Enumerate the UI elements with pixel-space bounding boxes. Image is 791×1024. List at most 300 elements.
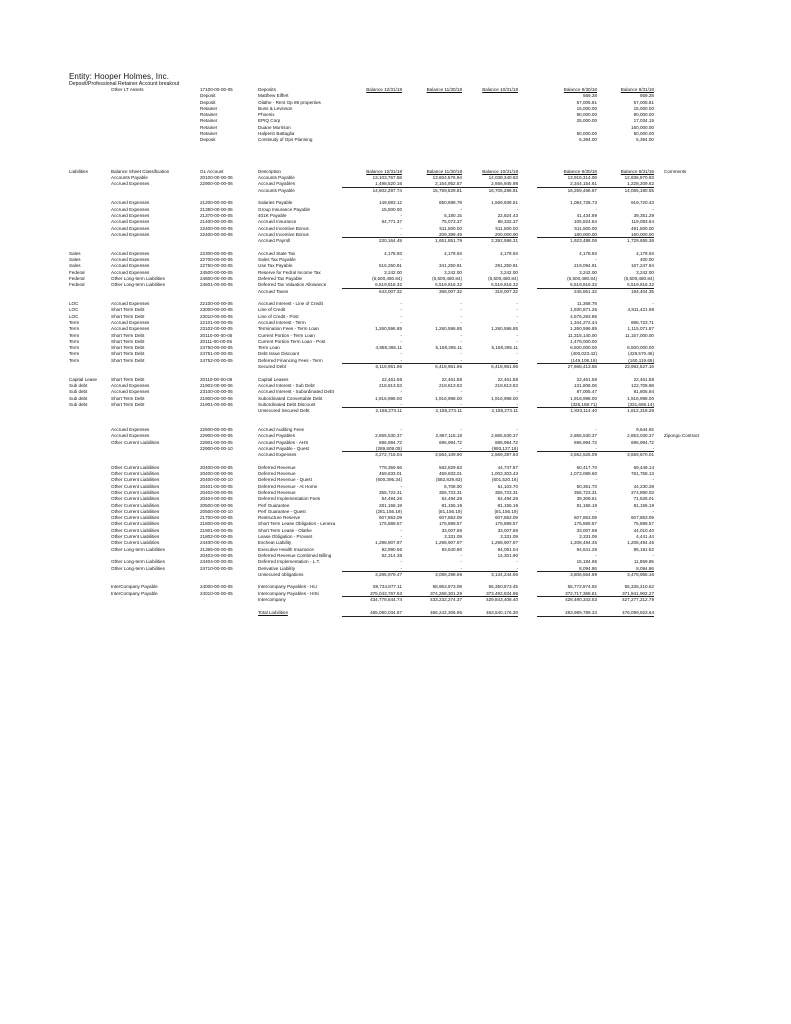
balance-dec-cell: - (342, 358, 402, 365)
balance-aug-cell: 374,890.03 (631, 490, 654, 495)
balance-aug-cell: 50,000.00 (633, 131, 654, 137)
balance-oct-cell: 175,889.57 (495, 521, 518, 527)
gl-account-cell: 20400-00-00-05 (200, 464, 233, 470)
description-cell: Phoenix (258, 112, 275, 118)
balance-oct-cell: - (516, 427, 518, 433)
gl-account-cell: 20400-00-00-10 (200, 477, 233, 483)
gl-account-cell: 21902-00-00-06 (200, 382, 233, 388)
section-cell: LOC (69, 307, 79, 313)
balance-sep-cell: 57,005.81 (576, 99, 597, 105)
balance-oct-cell: 6,418,961.96 (491, 364, 518, 370)
classification-cell: Other Current Liabilities (111, 439, 160, 445)
classification-cell: Short Term Debt (111, 376, 145, 382)
balance-oct-cell: 22,461.58 (497, 376, 518, 382)
gl-account-cell: 24601-00-00-05 (200, 282, 233, 288)
balance-dec-cell: 3,272,716.04 (375, 452, 402, 458)
balance-dec-cell: - (400, 389, 402, 395)
balance-aug-cell: 44,230.38 (633, 483, 654, 489)
gl-account-cell: Retainer (200, 124, 218, 130)
balance-dec-cell: 1,298,907.97 (375, 540, 402, 546)
classification-cell: Accrued Expenses (111, 206, 150, 212)
section-cell: Term (69, 345, 80, 351)
balance-sep-cell: 94,641.28 (576, 546, 597, 552)
balance-oct-cell: - (458, 402, 518, 409)
balance-dec-cell: 92,990.56 (381, 546, 402, 552)
description-cell: Salaries Payable (258, 200, 293, 206)
balance-nov-cell: 582,829.83 (439, 464, 462, 470)
balance-dec-cell: - (400, 559, 402, 565)
balance-sep-cell: 1,208,494.45 (570, 540, 597, 546)
classification-cell: Other Current Liabilities (111, 490, 160, 495)
description-cell: Use Tax Payable (258, 263, 293, 269)
balance-oct-cell: 44,747.87 (497, 464, 518, 470)
balance-nov-cell: 1,916,998.00 (435, 395, 462, 401)
description-cell: Matthew Eiffert (258, 93, 289, 99)
description-cell: Subordinated Convertable Debt (258, 395, 323, 401)
gl-account-cell: 22901-00-00-05 (200, 439, 233, 445)
balance-dec-cell: - (400, 319, 402, 325)
balance-nov-cell: - (460, 301, 462, 307)
gl-account-cell: Deposit (200, 137, 216, 143)
description-cell: Deferred Revenue (258, 471, 296, 477)
balance-dec-cell: Balance 12/31/18 (366, 168, 402, 174)
balance-aug-cell: 400.00 (639, 257, 654, 263)
description-cell: Accounts Payable (258, 175, 295, 181)
balance-sep-cell: 22,461.58 (576, 376, 597, 382)
balance-aug-cell: 696,994.72 (631, 439, 654, 445)
gl-account-cell: Retainer (200, 118, 218, 124)
balance-nov-cell: 1,260,596.85 (435, 326, 462, 332)
balance-aug-cell: 1,115,071.87 (627, 326, 654, 332)
balance-oct-cell: - (516, 559, 518, 565)
balance-dec-cell: - (400, 332, 402, 338)
balance-sep-cell: 245,851.32 (574, 288, 597, 294)
balance-dec-cell: 1,916,998.00 (375, 395, 402, 401)
balance-dec-cell: 4,858,365.11 (375, 345, 402, 351)
balance-dec-cell: 1,498,520.16 (342, 181, 402, 188)
gl-account-cell: Retainer (200, 105, 218, 111)
classification-cell: Short Term Debt (111, 313, 145, 319)
section-cell: Term (69, 332, 80, 338)
balance-aug-cell: (429,570.46) (627, 351, 654, 357)
balance-aug-cell: (160,119.65) (594, 358, 654, 365)
gl-account-cell: 17100-00-00-05 (200, 87, 233, 92)
description-cell: Deferred Implementation - L.T. (258, 559, 321, 565)
balance-dec-cell: 616,250.91 (379, 263, 402, 269)
balance-nov-cell: - (402, 566, 462, 573)
balance-oct-cell: - (516, 313, 518, 319)
balance-aug-cell: 988,723.71 (631, 319, 654, 325)
balance-sep-cell: 3,562,525.09 (570, 452, 597, 458)
balance-dec-cell: 149,893.12 (379, 200, 402, 206)
balance-oct-cell: 318,007.32 (495, 288, 518, 294)
balance-sep-cell: - (595, 206, 597, 212)
balance-nov-cell: 466,242,306.95 (402, 610, 462, 617)
balance-nov-cell: 3,242.00 (444, 269, 462, 275)
balance-nov-cell: 3,564,109.90 (435, 452, 462, 458)
balance-oct-cell: 5,158,365.11 (491, 345, 518, 351)
balance-nov-cell: 3,089,298.69 (435, 571, 462, 577)
balance-oct-cell: 696,994.72 (495, 439, 518, 445)
balance-oct-cell: 200,000.00 (458, 232, 518, 239)
classification-cell: Other Current Liabilities (111, 464, 160, 470)
classification-cell: Accrued Expenses (111, 257, 150, 263)
balance-dec-cell: 3,285,979.47 (375, 571, 402, 577)
gl-account-cell: 21900-00-00-06 (200, 395, 233, 401)
balance-nov-cell: 15,759,529.81 (432, 187, 462, 193)
balance-oct-cell: - (458, 358, 518, 365)
balance-sep-cell: (400,023.42) (570, 351, 597, 357)
gl-account-cell: 22900-00-00-10 (200, 445, 233, 451)
balance-sep-cell: 5,394.00 (579, 137, 597, 143)
description-cell: Debt Issue Discount (258, 351, 300, 357)
balance-sheet-table (0, 87, 791, 616)
classification-cell: Other Current Liabilities (111, 534, 160, 540)
balance-sep-cell: 55,772,974.92 (567, 584, 597, 590)
balance-dec-cell: 218,813.53 (379, 382, 402, 388)
description-cell: Deferred Revenue (258, 490, 296, 495)
balance-sep-cell: 33,007.59 (576, 527, 597, 533)
balance-aug-cell: 160,000.00 (594, 232, 654, 239)
balance-dec-cell: (281,156.19) (375, 508, 402, 514)
balance-aug-cell: 71,526.01 (633, 496, 654, 502)
balance-nov-cell: 3,331.09 (444, 534, 462, 540)
balance-sep-cell: 1,344,272.44 (570, 319, 597, 325)
balance-oct-cell: - (516, 338, 518, 344)
description-cell: Lease Obligation - Provant (258, 534, 313, 540)
section-cell: Term (69, 338, 80, 344)
balance-sep-cell: 355,723.31 (574, 490, 597, 495)
balance-aug-cell: 12,836,970.93 (624, 175, 654, 181)
gl-account-cell: 20111-00-00-05 (200, 338, 233, 344)
description-cell: Accrued Payables (258, 181, 296, 187)
balance-nov-cell: 5,158,365.11 (435, 345, 462, 351)
balance-sep-cell: 50,361.70 (576, 483, 597, 489)
balance-nov-cell: 6,418,961.96 (435, 364, 462, 370)
balance-nov-cell: 93,540.80 (441, 546, 462, 552)
balance-oct-cell: 1,260,596.85 (491, 326, 518, 332)
balance-sep-cell: - (595, 508, 597, 514)
balance-sep-cell: 15,000.00 (576, 105, 597, 111)
balance-aug-cell: 6,519,816.32 (594, 282, 654, 289)
balance-nov-cell: - (460, 313, 462, 319)
balance-aug-cell: (6,500,480.84) (624, 275, 654, 281)
balance-dec-cell: 62,314.38 (381, 552, 402, 558)
description-cell: Continuity of Ops Planning (258, 137, 313, 143)
section-cell: Term (69, 351, 80, 357)
balance-aug-cell: Balance 8/31/18 (620, 168, 654, 174)
description-cell: Accounts Payable (258, 187, 295, 193)
balance-dec-cell: 13,103,767.58 (372, 175, 402, 181)
gl-account-cell: 21200-00-00-05 (200, 200, 233, 206)
gl-account-cell: 22400-00-00-06 (200, 231, 233, 237)
balance-dec-cell: 59,734,877.11 (372, 584, 402, 590)
balance-sep-cell: - (595, 427, 597, 433)
gl-account-cell: 24400-00-00-05 (200, 540, 233, 546)
balance-aug-cell: 1,208,494.45 (627, 540, 654, 546)
balance-aug-cell: - (652, 552, 654, 558)
gl-account-cell: 22100-00-00-06 (200, 301, 233, 307)
classification-cell: InterCompany Payable (111, 590, 158, 596)
balance-sep-cell: (6,500,480.84) (567, 275, 597, 281)
balance-nov-cell: 4,178.93 (444, 250, 462, 256)
balance-oct-cell: 291,250.91 (495, 263, 518, 269)
gl-account-cell: 21802-00-00-05 (200, 534, 233, 540)
classification-cell: Accrued Expenses (111, 181, 150, 187)
balance-oct-cell: 373,492,834.95 (458, 591, 518, 598)
balance-nov-cell: 13,604,576.94 (432, 175, 462, 181)
balance-sep-cell: 16,259,468.67 (567, 187, 597, 193)
balance-dec-cell: - (400, 225, 402, 231)
balance-dec-cell: 643,007.32 (379, 288, 402, 294)
balance-sep-cell: 175,889.57 (574, 521, 597, 527)
balance-dec-cell: 6,519,816.32 (342, 282, 402, 289)
balance-sep-cell: 569.28 (582, 93, 597, 99)
balance-aug-cell: 919,720.43 (631, 200, 654, 206)
description-cell: Termination Fees - Term Loan (258, 326, 319, 332)
balance-oct-cell: 3,331.09 (500, 534, 518, 540)
balance-aug-cell: 4,811,421.69 (627, 307, 654, 313)
balance-aug-cell: 57,005.81 (633, 99, 654, 105)
classification-cell: Other Long-term Liabilities (111, 565, 165, 571)
balance-dec-cell: - (400, 351, 402, 357)
balance-sep-cell: 4,576,293.86 (570, 313, 597, 319)
balance-dec-cell: 281,156.19 (379, 502, 402, 508)
balance-sep-cell: 1,479,000.00 (570, 338, 597, 344)
balance-sep-cell: 1,916,998.00 (570, 395, 597, 401)
balance-dec-cell: 2,158,273.11 (375, 408, 402, 414)
description-cell: Total Liabilities (258, 609, 288, 615)
gl-account-cell: 21700-00-00-05 (200, 515, 233, 521)
description-cell: Short Term Lease - Olathe (258, 527, 312, 533)
description-cell: Accrued Insurance (258, 219, 297, 225)
description-cell: Intercompany Payables - HLI (258, 584, 318, 590)
balance-sep-cell: Balance 9/30/18 (563, 168, 597, 174)
balance-oct-cell: 6,519,816.32 (458, 282, 518, 289)
subtotal-row (0, 610, 791, 616)
balance-oct-cell: 51,103.70 (497, 483, 518, 489)
gl-account-cell: Retainer (200, 131, 218, 137)
description-cell: Accrued Auditing Fees (258, 427, 304, 433)
gl-account-cell: 20500-00-00-06 (200, 502, 233, 508)
balance-dec-cell: 355,723.31 (379, 490, 402, 495)
balance-sep-cell: 13,915,314.06 (567, 175, 597, 181)
balance-nov-cell: 209,399.49 (402, 232, 462, 239)
section-cell: Sub debt (69, 395, 88, 401)
description-cell: Accrued State Tax (258, 250, 296, 256)
description-cell: Accrued Payroll (258, 238, 291, 244)
balance-sep-cell: 131,808.06 (574, 382, 597, 388)
report-subtitle: Deposit/Professional Retainer Account breakout (69, 81, 180, 87)
balance-oct-cell: (6,500,480.84) (488, 275, 518, 281)
balance-sep-cell: 50,000.00 (576, 131, 597, 137)
balance-aug-cell: 6,500,000.00 (627, 345, 654, 351)
balance-sep-cell: 180,000.00 (537, 232, 597, 239)
balance-nov-cell: (81,156.19) (438, 508, 462, 514)
section-cell: Sales (69, 250, 81, 256)
gl-account-cell: 20110-00-00-05 (200, 332, 233, 338)
balance-nov-cell: 54,494.26 (441, 496, 462, 502)
balance-nov-cell: 459,833.01 (439, 471, 462, 477)
balance-sep-cell: Balance 9/30/18 (563, 87, 597, 92)
classification-cell: Short Term Debt (111, 307, 145, 313)
description-cell: Deferred Financing Fees - Term (258, 357, 323, 363)
balance-oct-cell: - (516, 301, 518, 307)
classification-cell: Other Current Liabilities (111, 515, 160, 521)
description-cell: Group Insurance Payable (258, 206, 311, 212)
balance-aug-cell: 81,156.19 (633, 502, 654, 508)
balance-aug-cell: 17,034.15 (633, 118, 654, 124)
balance-oct-cell: (81,156.19) (494, 508, 518, 514)
balance-sep-cell: 428,490,343.53 (565, 597, 597, 603)
balance-nov-cell: - (402, 446, 462, 453)
gl-account-cell: 20400-00-00-06 (200, 471, 233, 477)
balance-dec-cell: 2,865,530.37 (375, 433, 402, 439)
gl-account-cell: 24404-00-00-05 (200, 559, 233, 565)
balance-aug-cell: 3,242.00 (636, 269, 654, 275)
balance-oct-cell: - (516, 206, 518, 212)
balance-aug-cell: 491,500.00 (631, 225, 654, 231)
gl-account-cell: 22900-00-00-06 (200, 181, 233, 187)
classification-cell: Other LT Assets (111, 87, 144, 92)
balance-oct-cell: - (516, 351, 518, 357)
classification-cell: Other Current Liabilities (111, 508, 160, 514)
balance-oct-cell: 14,301.90 (497, 552, 518, 558)
balance-aug-cell: 607,863.09 (631, 515, 654, 521)
balance-aug-cell: 3,478,955.16 (627, 571, 654, 577)
balance-dec-cell: Balance 12/31/18 (366, 87, 402, 92)
balance-dec-cell: - (342, 402, 402, 409)
balance-dec-cell: - (400, 338, 402, 344)
balance-oct-cell: - (458, 566, 518, 573)
balance-nov-cell: (6,500,480.84) (432, 275, 462, 281)
gl-account-cell: GL Account (200, 168, 224, 174)
section-cell: Capital Lease (69, 376, 98, 382)
description-cell: Line of Credit - Post (258, 313, 299, 319)
classification-cell: Other Current Liabilities (111, 521, 160, 527)
balance-dec-cell: 6,118,961.96 (375, 364, 402, 370)
classification-cell: Balance Sheet Classification (111, 168, 170, 174)
balance-nov-cell: - (460, 552, 462, 558)
description-cell: Capital Leases (258, 376, 289, 382)
classification-cell: InterCompany Payable (111, 584, 158, 590)
gl-account-cell: 20100-00-00-05 (200, 175, 233, 181)
balance-nov-cell: 58,963,973.08 (432, 584, 462, 590)
balance-aug-cell: - (652, 206, 654, 212)
balance-sep-cell: 11,315,140.00 (567, 332, 597, 338)
balance-aug-cell: (331,656.14) (594, 402, 654, 409)
section-cell: Sales (69, 257, 81, 263)
balance-sep-cell: - (595, 552, 597, 558)
description-cell: Accrued Payables - AHS (258, 439, 309, 445)
balance-aug-cell: 781,758.13 (631, 471, 654, 477)
balance-sep-cell: 87,005.47 (576, 389, 597, 395)
classification-cell: Other Long-term Liabilities (111, 546, 165, 552)
balance-nov-cell: - (402, 402, 462, 409)
balance-oct-cell: 2,158,273.11 (491, 408, 518, 414)
gl-account-cell: 20500-00-00-10 (200, 508, 233, 514)
balance-nov-cell: 1,298,907.97 (435, 540, 462, 546)
section-cell: Term (69, 357, 80, 363)
classification-cell: Accrued Expenses (111, 427, 150, 433)
classification-cell: Accrued Expenses (111, 433, 150, 439)
balance-oct-cell: 218,813.53 (495, 382, 518, 388)
gl-account-cell: 24000-00-00-05 (200, 584, 233, 590)
gl-account-cell: 22500-00-00-05 (200, 427, 233, 433)
classification-cell: Accrued Expenses (111, 250, 150, 256)
balance-aug-cell: 15,000.00 (633, 105, 654, 111)
balance-sep-cell: 60,417.70 (576, 464, 597, 470)
comment-cell: Zipongo Contract (664, 433, 700, 439)
gl-account-cell: 20110-00-00-06 (200, 376, 233, 382)
section-cell: LOC (69, 313, 79, 319)
classification-cell: Accounts Payable (111, 175, 148, 181)
balance-sep-cell: 3,242.00 (579, 269, 597, 275)
description-cell: Derivative Liability (258, 565, 296, 571)
balance-aug-cell: 427,277,212.79 (622, 597, 654, 603)
balance-sep-cell: 1,923,488.06 (570, 238, 597, 244)
balance-nov-cell: 33,007.59 (441, 527, 462, 533)
balance-aug-cell: 167,247.94 (631, 263, 654, 269)
balance-oct-cell: 22,824.43 (497, 212, 518, 218)
balance-nov-cell: 1,651,851.79 (435, 238, 462, 244)
gl-account-cell: 20403-00-00-05 (200, 552, 233, 558)
description-cell: Deferred Revenue Combined Billing (258, 552, 332, 558)
balance-dec-cell: 459,833.01 (379, 471, 402, 477)
balance-nov-cell: 2,867,115.18 (435, 433, 462, 439)
balance-sep-cell: 27,868,413.58 (567, 364, 597, 370)
balance-aug-cell: 39,351.29 (633, 212, 654, 218)
description-cell: Accrued Interest - Term (258, 319, 306, 325)
balance-oct-cell: Balance 10/31/18 (482, 168, 518, 174)
balance-oct-cell: 3,242.00 (500, 269, 518, 275)
balance-aug-cell: - (652, 301, 654, 307)
balance-nov-cell: 75,073.37 (441, 219, 462, 225)
balance-dec-cell: - (400, 257, 402, 263)
balance-aug-cell: 1,228,209.62 (594, 181, 654, 188)
balance-aug-cell: 4,441.44 (636, 534, 654, 540)
balance-aug-cell: 3,559,670.01 (627, 452, 654, 458)
section-cell: Term (69, 319, 80, 325)
balance-oct-cell: - (516, 332, 518, 338)
description-cell: Escheat Liability (258, 540, 292, 546)
description-cell: Buns & Levinson (258, 105, 293, 111)
description-cell: Line of Credit (258, 307, 286, 313)
gl-account-cell: 22300-00-00-05 (200, 250, 233, 256)
gl-account-cell: 20402-00-00-05 (200, 490, 233, 495)
balance-dec-cell: 4,178.93 (384, 250, 402, 256)
balance-sep-cell: 39,309.61 (576, 496, 597, 502)
balance-aug-cell: 23,982,527.16 (624, 364, 654, 370)
description-cell: Accrued Interest - Line of Credit (258, 301, 323, 307)
section-cell: Sub debt (69, 389, 88, 395)
balance-dec-cell: 175,889.57 (379, 521, 402, 527)
balance-aug-cell: 371,941,902.27 (594, 591, 654, 598)
balance-sep-cell: 3,806,564.69 (570, 571, 597, 577)
classification-cell: Accrued Expenses (111, 219, 150, 225)
gl-account-cell: 23010-00-00-05 (200, 313, 233, 319)
classification-cell: Other Long-term Liabilities (111, 282, 165, 288)
classification-cell: Accrued Expenses (111, 382, 150, 388)
balance-nov-cell: 511,500.00 (439, 225, 462, 231)
balance-oct-cell: (601,520.16) (491, 477, 518, 483)
balance-dec-cell: 64,771.37 (381, 219, 402, 225)
classification-cell: Other Current Liabilities (111, 483, 160, 489)
classification-cell: Other Long-term Liabilities (111, 559, 165, 565)
balance-aug-cell: - (652, 508, 654, 514)
balance-nov-cell: Balance 11/30/18 (426, 87, 462, 92)
section-cell: Sales (69, 263, 81, 269)
